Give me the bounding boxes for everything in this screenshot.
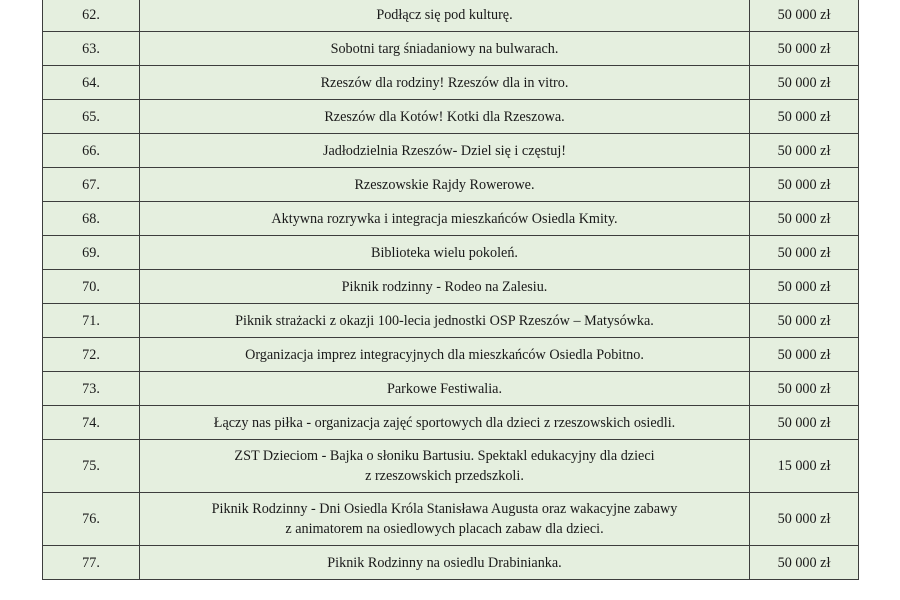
row-number: 67. bbox=[43, 168, 140, 202]
project-title: Rzeszowskie Rajdy Rowerowe. bbox=[140, 168, 750, 202]
project-amount: 15 000 zł bbox=[750, 440, 859, 493]
project-title: Rzeszów dla Kotów! Kotki dla Rzeszowa. bbox=[140, 100, 750, 134]
project-amount: 50 000 zł bbox=[750, 236, 859, 270]
table-row bbox=[43, 66, 859, 100]
row-number: 66. bbox=[43, 134, 140, 168]
row-number: 77. bbox=[43, 546, 140, 580]
row-number: 62. bbox=[43, 0, 140, 32]
project-title bbox=[140, 493, 750, 546]
project-title: Organizacja imprez integracyjnych dla mieszkańców Osiedla Pobitno. bbox=[140, 338, 750, 372]
table-row bbox=[43, 168, 859, 202]
project-title: Sobotni targ śniadaniowy na bulwarach. bbox=[140, 32, 750, 66]
projects-table-body bbox=[43, 0, 859, 580]
project-amount: 50 000 zł bbox=[750, 100, 859, 134]
project-amount: 50 000 zł bbox=[750, 270, 859, 304]
table-row bbox=[43, 440, 859, 493]
project-title: Piknik Rodzinny na osiedlu Drabinianka. bbox=[140, 546, 750, 580]
project-title-line-2: z rzeszowskich przedszkoli. bbox=[365, 468, 524, 484]
project-title-line-1: Piknik Rodzinny - Dni Osiedla Króla Stanisława Augusta oraz wakacyjne zabawy bbox=[211, 501, 678, 517]
row-number: 76. bbox=[43, 493, 140, 546]
project-amount: 50 000 zł bbox=[750, 338, 859, 372]
project-amount: 50 000 zł bbox=[750, 66, 859, 100]
table-row bbox=[43, 270, 859, 304]
projects-table bbox=[42, 0, 859, 580]
table-row bbox=[43, 372, 859, 406]
row-number: 65. bbox=[43, 100, 140, 134]
project-amount: 50 000 zł bbox=[750, 134, 859, 168]
row-number: 73. bbox=[43, 372, 140, 406]
project-title: Piknik rodzinny - Rodeo na Zalesiu. bbox=[140, 270, 750, 304]
table-row bbox=[43, 304, 859, 338]
row-number: 74. bbox=[43, 406, 140, 440]
table-row bbox=[43, 134, 859, 168]
project-title: Łączy nas piłka - organizacja zajęć sportowych dla dzieci z rzeszowskich osiedli. bbox=[140, 406, 750, 440]
project-title: Podłącz się pod kulturę. bbox=[140, 0, 750, 32]
table-row bbox=[43, 0, 859, 32]
row-number: 64. bbox=[43, 66, 140, 100]
table-row bbox=[43, 32, 859, 66]
row-number: 63. bbox=[43, 32, 140, 66]
row-number: 71. bbox=[43, 304, 140, 338]
project-title bbox=[140, 440, 750, 493]
project-title: Biblioteka wielu pokoleń. bbox=[140, 236, 750, 270]
table-row bbox=[43, 338, 859, 372]
table-row bbox=[43, 406, 859, 440]
project-amount: 50 000 zł bbox=[750, 304, 859, 338]
project-amount: 50 000 zł bbox=[750, 0, 859, 32]
table-row bbox=[43, 100, 859, 134]
project-amount: 50 000 zł bbox=[750, 168, 859, 202]
project-amount: 50 000 zł bbox=[750, 372, 859, 406]
table-row bbox=[43, 236, 859, 270]
table-row bbox=[43, 546, 859, 580]
row-number: 68. bbox=[43, 202, 140, 236]
project-title: Aktywna rozrywka i integracja mieszkańców Osiedla Kmity. bbox=[140, 202, 750, 236]
table-row bbox=[43, 493, 859, 546]
project-title: Rzeszów dla rodziny! Rzeszów dla in vitro. bbox=[140, 66, 750, 100]
project-title-line-1: ZST Dzieciom - Bajka o słoniku Bartusiu. Spektakl edukacyjny dla dzieci bbox=[234, 448, 655, 464]
row-number: 69. bbox=[43, 236, 140, 270]
project-title: Piknik strażacki z okazji 100-lecia jednostki OSP Rzeszów – Matysówka. bbox=[140, 304, 750, 338]
project-amount: 50 000 zł bbox=[750, 493, 859, 546]
project-amount: 50 000 zł bbox=[750, 202, 859, 236]
project-amount: 50 000 zł bbox=[750, 546, 859, 580]
table-row bbox=[43, 202, 859, 236]
project-amount: 50 000 zł bbox=[750, 32, 859, 66]
row-number: 70. bbox=[43, 270, 140, 304]
row-number: 72. bbox=[43, 338, 140, 372]
project-amount: 50 000 zł bbox=[750, 406, 859, 440]
row-number: 75. bbox=[43, 440, 140, 493]
project-title: Jadłodzielnia Rzeszów- Dziel się i częstuj! bbox=[140, 134, 750, 168]
project-title-line-2: z animatorem na osiedlowych placach zabaw dla dzieci. bbox=[285, 521, 604, 537]
project-title: Parkowe Festiwalia. bbox=[140, 372, 750, 406]
